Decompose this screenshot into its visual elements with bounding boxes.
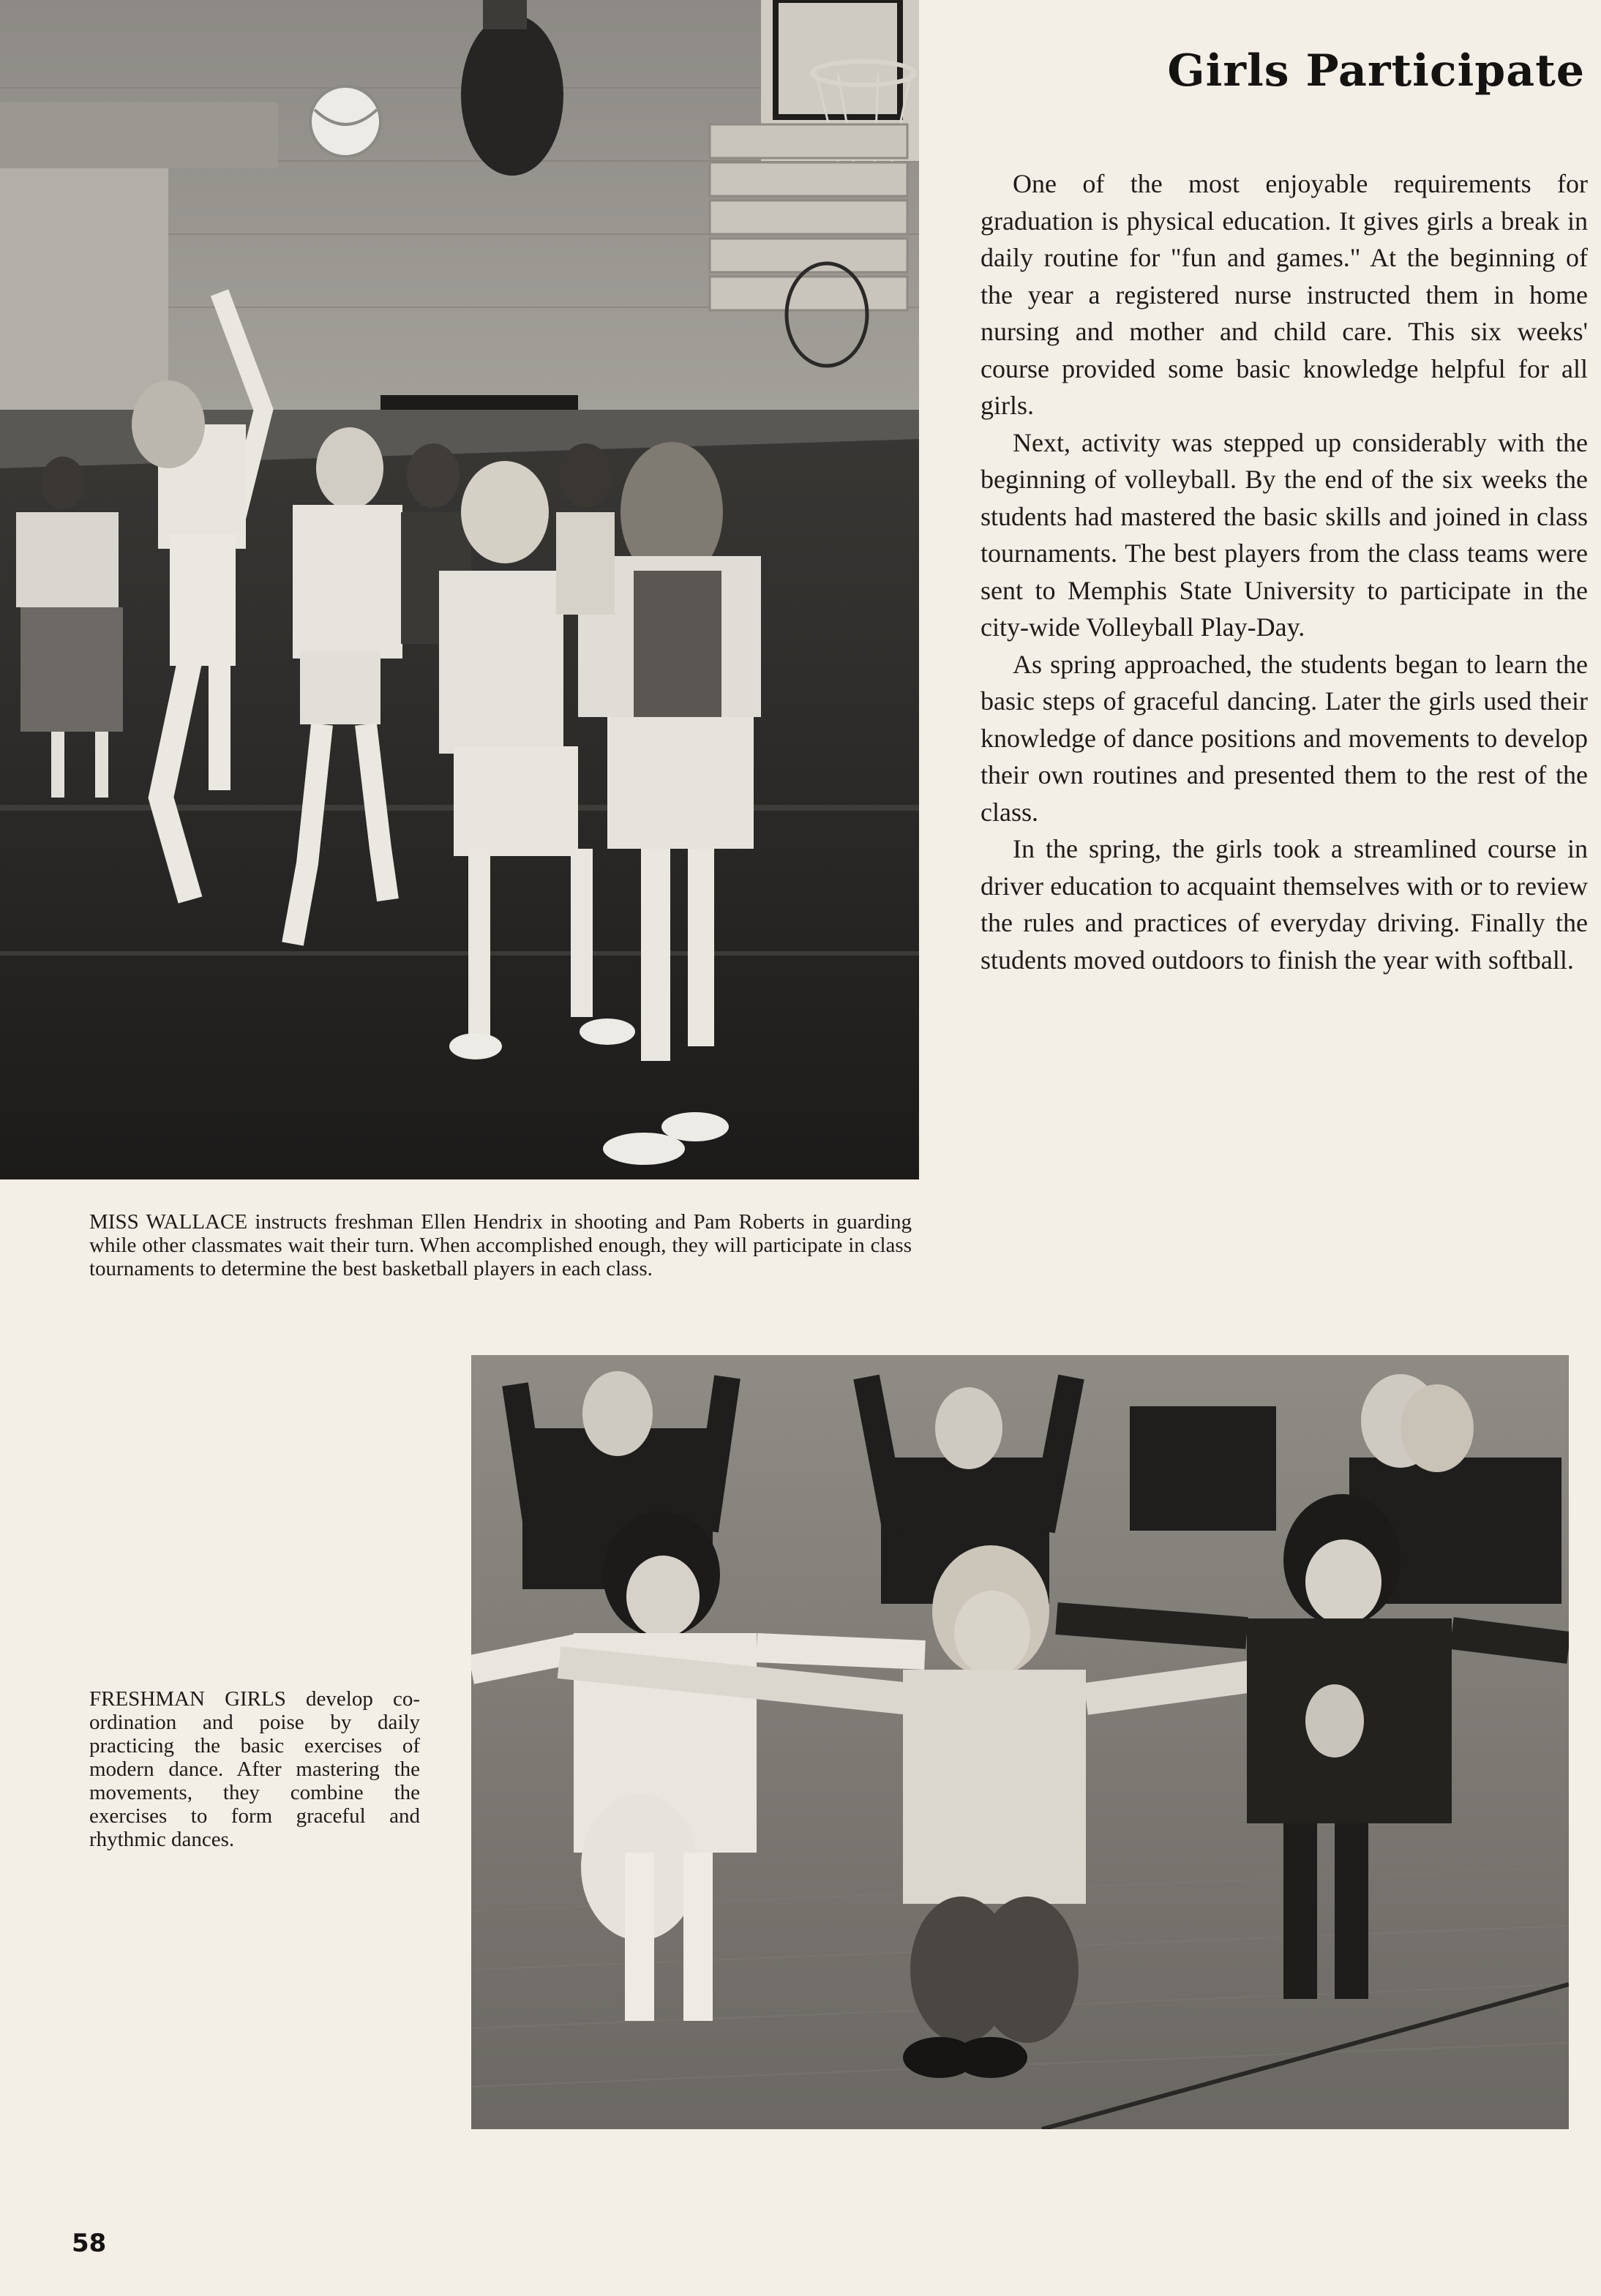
- body-paragraph: Next, activity was stepped up considerably with the beginning of volleyball. By the end of the six weeks the students had mastered the basic skills and joined in class tournaments. The best players from the class teams were sent to Memphis State University to participate in the city-wide Volleyball Play-Day.: [981, 427, 1588, 642]
- body-paragraph: In the spring, the girls took a streamlined course in driver education to acquaint themselves with or to review the rules and practices of everyday driving. Finally the students moved outdoors to finish the year with softball.: [981, 834, 1588, 975]
- basketball-photo-illustration: [0, 0, 919, 1179]
- dance-photo: [471, 1355, 1569, 2129]
- basketball-photo-caption: MISS WALLACE instructs freshman Ellen Hendrix in shooting and Pam Roberts in guarding while other classmates wait their turn. When accomplished enough, they will participate in class tournaments to determine the best basketball players in each class.: [89, 1210, 912, 1280]
- page-title: Girls Participate: [1167, 45, 1585, 97]
- article-body: [981, 165, 1588, 978]
- body-paragraph: One of the most enjoyable requirements for graduation is physical education. It gives girls a break in daily routine for "fun and games." At the beginning of the year a registered nurse instructed them in home nursing and mother and child care. This six weeks' course provided some basic knowledge helpful for all girls.: [981, 169, 1588, 420]
- body-paragraph: As spring approached, the students began to learn the basic steps of graceful dancing. Later the girls used their knowledge of dance positions and movements to develop their own routines and presented them to the rest of the class.: [981, 649, 1588, 827]
- dance-photo-illustration: [471, 1355, 1569, 2129]
- basketball-photo: [0, 0, 919, 1179]
- page-number: 58: [72, 2229, 107, 2258]
- dance-photo-caption: FRESHMAN GIRLS develop co-ordination and poise by daily practicing the basic exercises of modern dance. After mastering the movements, they combine the exercises to form graceful and rhythmic dances.: [89, 1687, 420, 1851]
